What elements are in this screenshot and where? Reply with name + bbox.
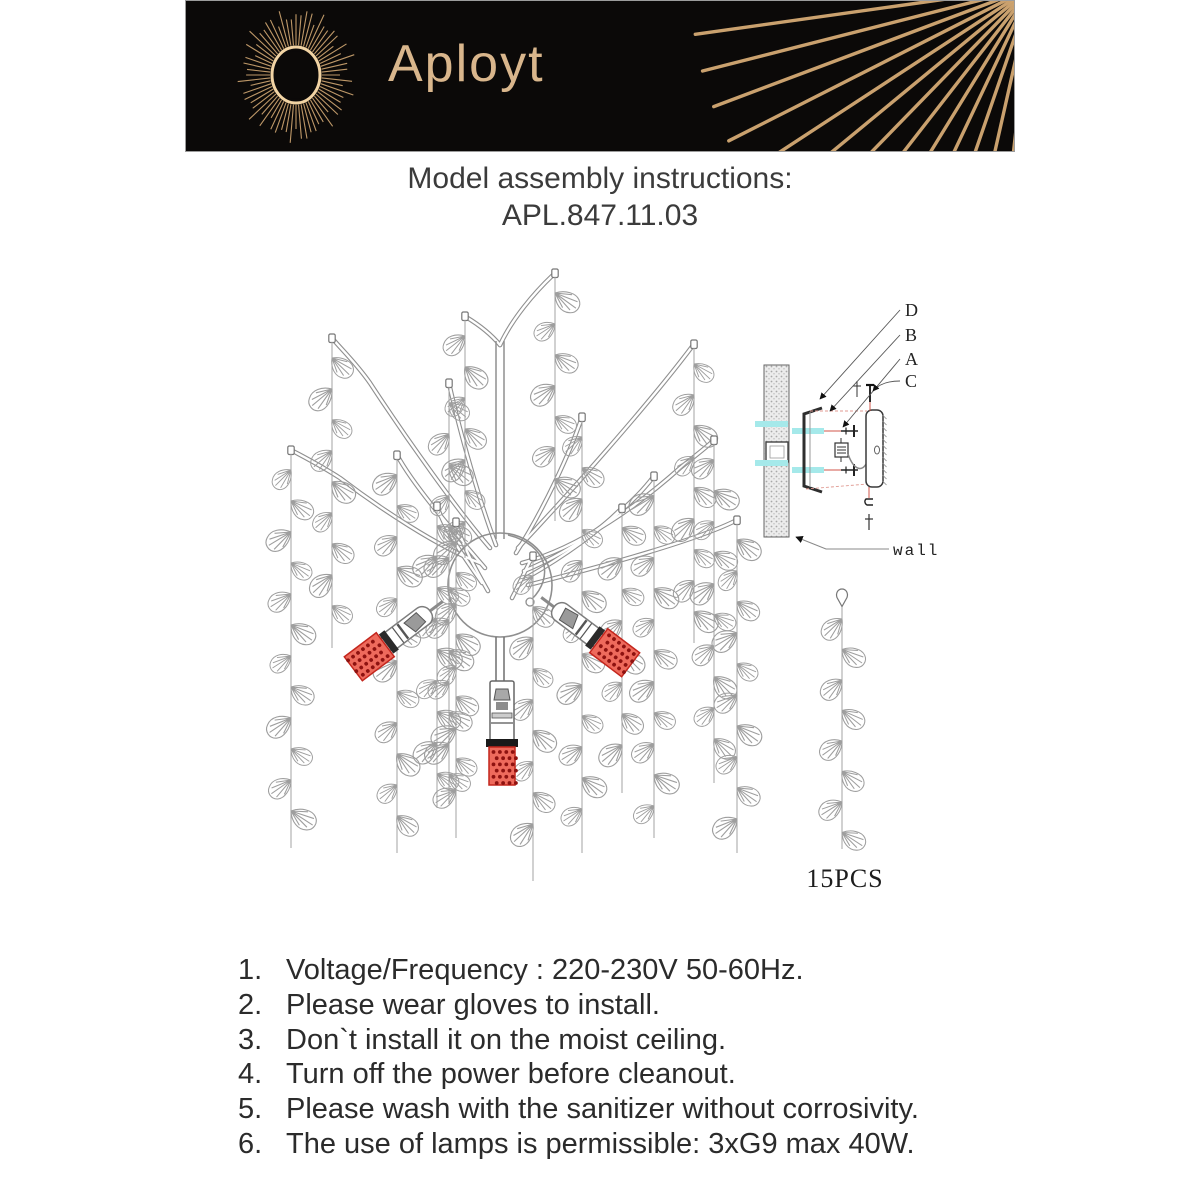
instruction-text: Voltage/Frequency : 220-230V 50-60Hz. [286,954,804,986]
instruction-item [238,1057,1038,1092]
instruction-number: 3. [238,1023,263,1056]
instruction-item [238,1092,1038,1127]
chandelier-illustration [250,253,780,893]
wall-label: wall [893,542,940,560]
crystal-leaf-strands [262,269,765,881]
leader-lines [820,310,900,427]
instruction-number: 1. [238,954,263,986]
label-d: D [905,300,918,320]
sunburst-logo-icon [238,11,355,143]
instruction-number: 2. [238,988,263,1021]
instruction-item [238,1023,1038,1058]
lamp-socket [344,589,452,681]
brand-banner [185,0,1015,152]
mounting-diagram [740,290,990,575]
instruction-text: The use of lamps is permissible: 3xG9 max 40W. [286,1127,915,1160]
lamp-sockets [344,585,641,785]
page-title: Model assembly instructions: [407,162,793,195]
central-stem [496,341,504,539]
mounting-bracket [804,408,822,492]
strand-count-label: 15PCS [806,864,884,893]
spare-leaf-strand [800,583,890,868]
model-number: APL.847.11.03 [501,199,699,232]
banner-art [186,1,1014,151]
lamp-socket-center [486,637,518,785]
instruction-number: 5. [238,1093,263,1126]
brand-name: Aployt [388,35,545,93]
title-block [0,160,1200,234]
label-b: B [905,325,918,345]
instruction-text: Please wear gloves to install. [286,988,660,1021]
instruction-number: 6. [238,1127,263,1160]
wall-leader-line [796,537,889,549]
wire-connector-hatch [837,438,846,462]
instruction-text: Turn off the power before cleanout. [286,1058,736,1091]
instruction-item [238,988,1038,1023]
instruction-text: Please wash with the sanitizer without corrosivity. [286,1093,919,1126]
label-a: A [905,349,918,369]
junction-box [766,442,788,462]
top-screw [853,381,874,411]
instruction-text: Don`t install it on the moist ceiling. [286,1023,727,1056]
instruction-number: 4. [238,1058,263,1091]
instruction-item [238,953,1038,988]
corner-rays-decoration [695,1,1014,151]
label-c: C [905,371,918,391]
branch-arms [291,275,737,598]
instruction-item [238,1127,1038,1162]
bottom-screw [865,487,873,530]
instructions-list [238,953,1038,1162]
strand-hook [837,589,848,607]
